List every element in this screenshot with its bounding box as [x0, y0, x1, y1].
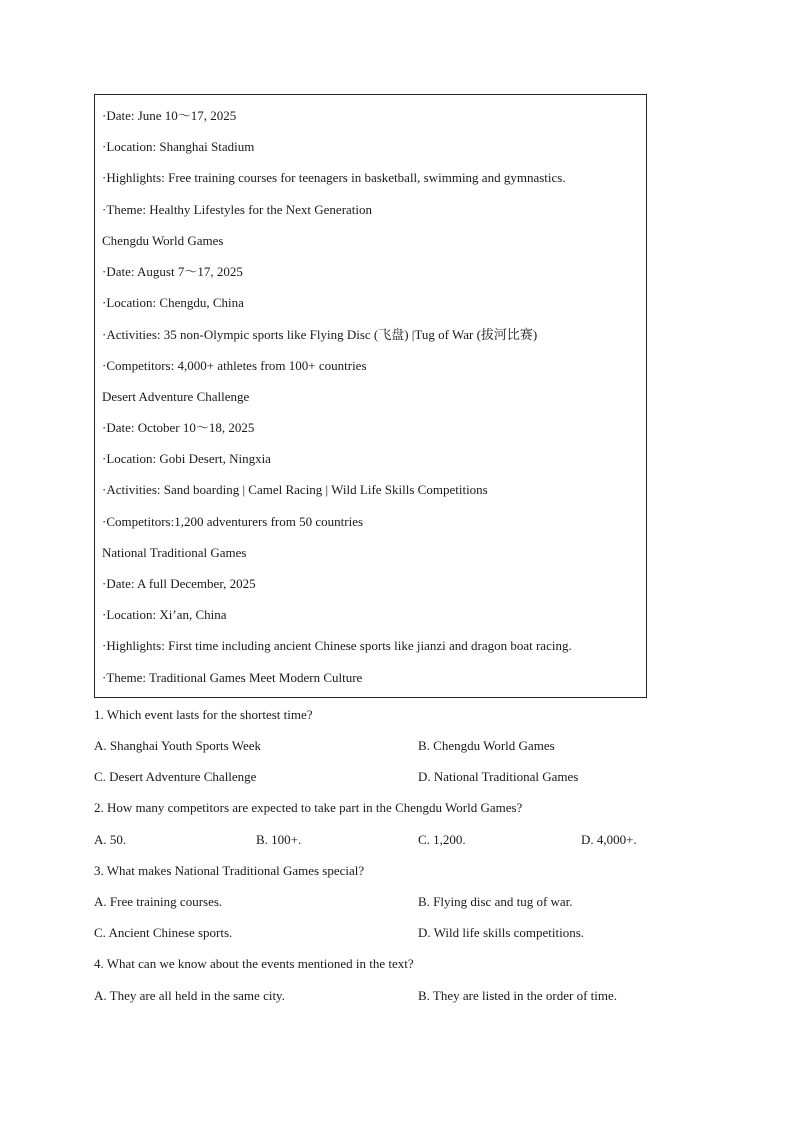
question-1-stem: 1. Which event lasts for the shortest time? — [94, 707, 313, 722]
shanghai-date: ·Date: June 10～17, 2025 — [102, 108, 237, 123]
shanghai-theme: ·Theme: Healthy Lifestyles for the Next Generation — [102, 202, 373, 217]
chengdu-activities: ·Activities: 35 non-Olympic sports like Flying Disc (飞盘) |Tug of War (拔河比赛) — [102, 327, 538, 342]
chengdu-date: ·Date: August 7～17, 2025 — [102, 264, 243, 279]
question-1-option-c: C. Desert Adventure Challenge — [94, 769, 257, 784]
question-3-option-b: B. Flying disc and tug of war. — [418, 894, 573, 909]
question-2-option-a: A. 50. — [94, 832, 127, 847]
question-1-option-b: B. Chengdu World Games — [418, 738, 555, 753]
question-1-option-a: A. Shanghai Youth Sports Week — [94, 738, 262, 753]
question-4-option-a: A. They are all held in the same city. — [94, 988, 285, 1003]
national-heading: National Traditional Games — [102, 545, 247, 560]
chengdu-heading: Chengdu World Games — [102, 233, 224, 248]
chengdu-location: ·Location: Chengdu, China — [102, 295, 244, 310]
question-2-option-d: D. 4,000+. — [581, 832, 637, 847]
question-3-option-c: C. Ancient Chinese sports. — [94, 925, 233, 940]
national-location: ·Location: Xi’an, China — [102, 607, 227, 622]
desert-competitors: ·Competitors:1,200 adventurers from 50 countries — [102, 514, 364, 529]
question-4-stem: 4. What can we know about the events mentioned in the text? — [94, 956, 414, 971]
desert-location: ·Location: Gobi Desert, Ningxia — [102, 451, 271, 466]
desert-date: ·Date: October 10～18, 2025 — [102, 420, 255, 435]
question-3-option-a: A. Free training courses. — [94, 894, 223, 909]
shanghai-highlights: ·Highlights: Free training courses for teenagers in basketball, swimming and gymnastics. — [102, 170, 566, 185]
national-highlights: ·Highlights: First time including ancient Chinese sports like jianzi and dragon boat racing. — [102, 638, 572, 653]
national-theme: ·Theme: Traditional Games Meet Modern Culture — [102, 670, 363, 685]
question-4-option-b: B. They are listed in the order of time. — [418, 988, 618, 1003]
desert-activities: ·Activities: Sand boarding | Camel Racing | Wild Life Skills Competitions — [102, 482, 488, 497]
question-2-stem: 2. How many competitors are expected to take part in the Chengdu World Games? — [94, 800, 523, 815]
shanghai-location: ·Location: Shanghai Stadium — [102, 139, 255, 154]
question-2-option-c: C. 1,200. — [418, 832, 466, 847]
chengdu-competitors: ·Competitors: 4,000+ athletes from 100+ countries — [102, 358, 367, 373]
question-1-option-d: D. National Traditional Games — [418, 769, 579, 784]
question-3-stem: 3. What makes National Traditional Games special? — [94, 863, 365, 878]
desert-heading: Desert Adventure Challenge — [102, 389, 250, 404]
question-3-option-d: D. Wild life skills competitions. — [418, 925, 585, 940]
question-2-option-b: B. 100+. — [256, 832, 302, 847]
national-date: ·Date: A full December, 2025 — [102, 576, 256, 591]
